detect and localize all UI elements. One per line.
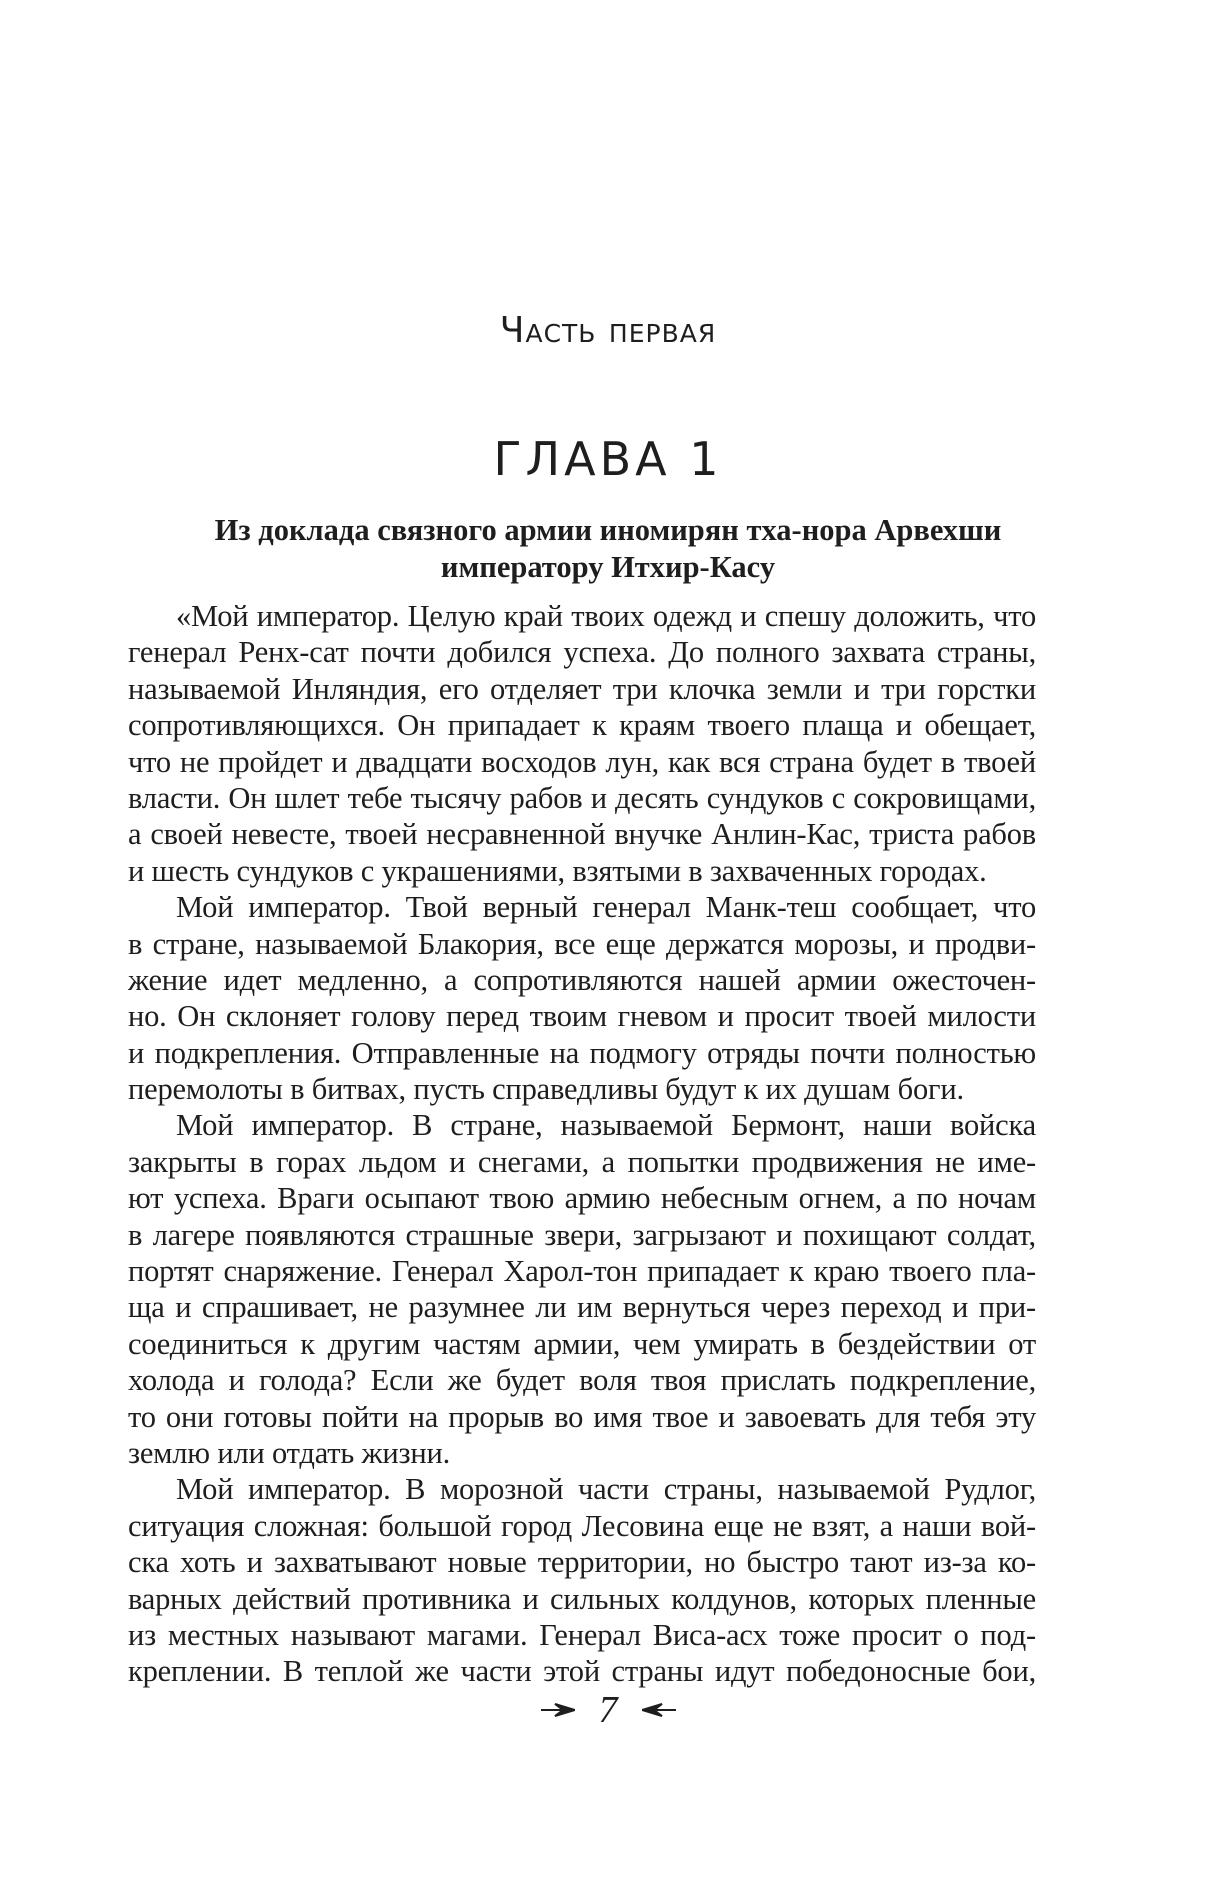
text-line: ска хоть и захватывают новые территории, но быстро тают из-за ко- [128, 1545, 1036, 1580]
chapter-subtitle [140, 512, 1076, 586]
chapter-title: ГЛАВА 1 [493, 432, 723, 486]
text-line: и подкрепления. Отправленные на подмогу отряды почти полностью [128, 1035, 1036, 1070]
text-line: закрыты в горах льдом и снегами, а попытки продвижения не име- [128, 1144, 1036, 1179]
text-line: ют успеха. Враги осыпают твою армию небесным огнем, а по ночам [128, 1181, 1036, 1216]
text-line: из местных называют магами. Генерал Виса-асх тоже просит о под- [128, 1617, 1036, 1652]
text-line: генерал Ренх-сат почти добился успеха. До полного захвата страны, [128, 635, 1036, 670]
page-number: 7 [598, 1689, 618, 1731]
subtitle-line: Из доклада связного армии иномирян тха-нора Арвехши [214, 513, 1002, 547]
text-line: перемолоты в битвах, пусть справедливы будут к их душам боги. [128, 1072, 964, 1107]
text-line: что не пройдет и двадцати восходов лун, как вся страна будет в твоей [128, 744, 1036, 779]
text-line: землю или отдать жизни. [128, 1435, 451, 1470]
text-line: ситуация сложная: большой город Лесовина еще не взят, а наши вой- [128, 1508, 1036, 1543]
text-line: в лагере появляются страшные звери, загрызают и похищают солдат, [128, 1217, 1036, 1252]
text-line: креплении. В теплой же части этой страны идут победоносные бои, [128, 1654, 1036, 1689]
text-line: Мой император. Твой верный генерал Манк-теш сообщает, что [176, 890, 1036, 925]
text-line: холода и голода? Если же будет воля твоя прислать подкрепление, [128, 1363, 1036, 1398]
text-line: Мой император. В морозной части страны, называемой Рудлог, [176, 1472, 1036, 1507]
text-line: портят снаряжение. Генерал Харол-тон припадает к краю твоего пла- [128, 1254, 1036, 1289]
text-line: а своей невесте, твоей несравненной внучке Анлин-Кас, триста рабов [128, 817, 1036, 852]
text-line: варных действий противника и сильных колдунов, которых пленные [128, 1581, 1036, 1616]
text-line: и шесть сундуков с украшениями, взятыми в захваченных городах. [128, 853, 987, 888]
text-line: сопротивляющихся. Он припадает к краям твоего плаща и обещает, [128, 708, 1036, 743]
part-title: Часть первая [499, 310, 717, 351]
text-line: власти. Он шлет тебе тысячу рабов и десять сундуков с сокровищами, [128, 780, 1036, 815]
text-line: но. Он склоняет голову перед твоим гневом и просит твоей милости [128, 999, 1036, 1034]
arrow-ornament-icon [541, 1702, 575, 1718]
subtitle-line: императору Итхир-Касу [440, 550, 776, 584]
text-line: в стране, называемой Блакория, все еще держатся морозы, и продви- [128, 926, 1036, 961]
text-line: жение идет медленно, а сопротивляются нашей армии ожесточен- [128, 962, 1036, 997]
text-line: Мой император. В стране, называемой Бермонт, наши войска [176, 1108, 1036, 1143]
text-line: «Мой император. Целую край твоих одежд и спешу доложить, что [176, 599, 1036, 633]
text-line: то они готовы пойти на прорыв во имя твое и завоевать для тебя эту [128, 1399, 1036, 1434]
text-line: ща и спрашивает, не разумнее ли им вернуться через переход и при- [128, 1290, 1036, 1325]
page-footer [0, 1690, 1216, 1730]
text-line: называемой Инляндия, его отделяет три клочка земли и три горстки [128, 671, 1036, 706]
text-line: соединиться к другим частям армии, чем умирать в бездействии от [128, 1326, 1036, 1361]
body-text [128, 598, 1036, 1690]
arrow-ornament-icon [642, 1702, 676, 1718]
